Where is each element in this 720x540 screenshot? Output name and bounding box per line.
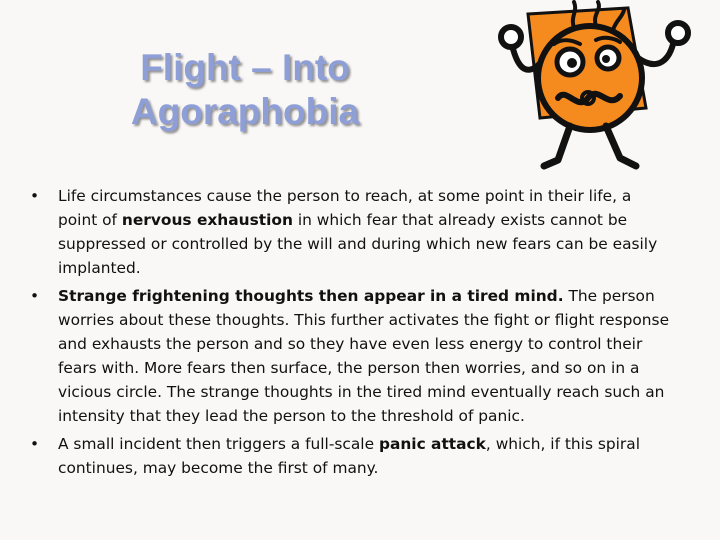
title-line-1: Flight – Into — [140, 47, 350, 88]
bullet-item — [30, 432, 670, 480]
bullet-text-2c: The person worries about these thoughts. This further activates the fight or flight response and exhausts the person and so they have even less energy to control their fears with. More fears then surface, the person then worries, and so on in a vicious circle. The strange thoughts in the tired mind eventually reach such an intensity that they lead the person to the threshold of panic. — [58, 287, 670, 425]
bullet-text-3a: A small incident then triggers a full-scale — [58, 435, 379, 453]
bullet-item — [30, 284, 670, 428]
anxious-cartoon-figure-icon — [488, 0, 698, 182]
bullet-text-1-bold: nervous exhaustion — [121, 211, 293, 229]
bullet-marker: • — [30, 435, 40, 453]
bullet-text-3-bold: panic attack — [378, 435, 486, 453]
slide-title — [60, 46, 430, 134]
bullet-text-1a: Life circumstances cause the person to reach, at some point in their life, a point of — [58, 187, 632, 229]
bullet-item — [30, 184, 670, 280]
bullet-text-3c: , which, if this spiral continues, may become the first of many. — [58, 435, 640, 477]
bullet-list — [30, 184, 670, 484]
bullet-text-1c: in which fear that already exists cannot be suppressed or controlled by the will and during which new fears can be easily implanted. — [58, 211, 658, 277]
bullet-marker: • — [30, 287, 40, 305]
bullet-text-2-bold: Strange frightening thoughts then appear in a tired mind. — [58, 287, 564, 305]
bullet-marker: • — [30, 187, 40, 205]
title-line-2: Agoraphobia — [130, 91, 360, 132]
